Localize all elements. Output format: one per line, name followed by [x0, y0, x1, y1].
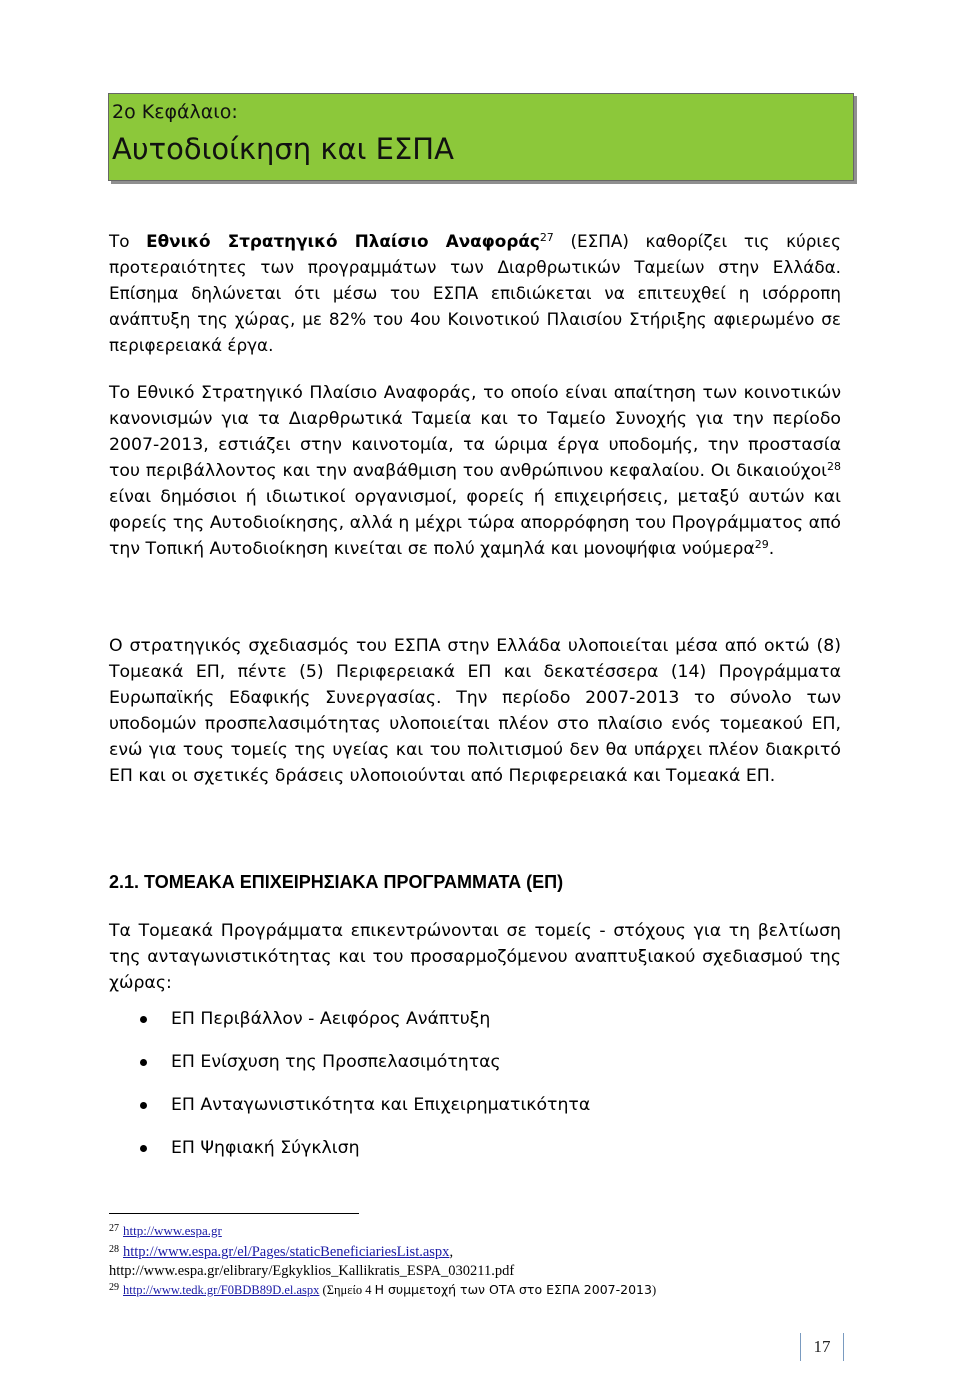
chapter-title: Αυτοδιοίκηση και ΕΣΠΑ [112, 132, 454, 166]
footnote-separator-text: , [449, 1244, 454, 1260]
programs-list [130, 1006, 590, 1178]
footnote-note: ) [651, 1283, 657, 1297]
bold-term: Εθνικό Στρατηγικό Πλαίσιο Αναφοράς [146, 231, 540, 251]
footnote-separator [109, 1213, 359, 1214]
list-item [130, 1006, 590, 1049]
paragraph-framework [109, 380, 841, 562]
paragraph-text: Το Εθνικό Στρατηγικό Πλαίσιο Αναφοράς, το οποίο είναι απαίτηση των κοινοτικών κανονισμών για τα Διαρθρωτικά Ταμεία και το Ταμείο Συνοχής για την περίοδο 2007-2013, εστιάζει στην καινοτομία, τα ώριμα έργα υποδομής, την προστασία του περιβάλλοντος και την αναβάθμιση του ανθρώπινου κεφαλαίου. Οι δικαιούχοι [109, 383, 841, 481]
list-item-label: ΕΠ Ψηφιακή Σύγκλιση [171, 1138, 360, 1158]
paragraph-espa-intro [109, 228, 841, 358]
paragraph-lead: Το [109, 231, 147, 251]
footnote-url-text: http://www.espa.gr/elibrary/Egkyklios_Kallikratis_ESPA_030211.pdf [109, 1263, 515, 1279]
bullet-icon [140, 1059, 147, 1066]
footnote-number: 27 [109, 1223, 119, 1234]
page-number: 17 [800, 1333, 844, 1361]
footnote-link[interactable]: http://www.espa.gr [123, 1223, 222, 1238]
footnote-number: 28 [109, 1244, 119, 1255]
list-item-label: ΕΠ Περιβάλλον - Αειφόρος Ανάπτυξη [171, 1009, 491, 1029]
section-heading: 2.1. ΤΟΜΕΑΚΑ ΕΠΙΧΕΙΡΗΣΙΑΚΑ ΠΡΟΓΡΑΜΜΑΤΑ (ΕΠ) [109, 872, 564, 892]
footnote-28-continued [109, 1262, 869, 1281]
footnote-28 [109, 1242, 869, 1262]
paragraph-text: είναι δημόσιοι ή ιδιωτικοί οργανισμοί, φορείς ή επιχειρήσεις, μεταξύ αυτών και φορείς της Αυτοδιοίκησης, αλλά η μέχρι τώρα απορρόφηση του Προγράμματος από την Τοπική Αυτοδιοίκηση κινείται σε πολύ χαμηλά και μονοψήφια νούμερα [109, 487, 841, 559]
footnote-link[interactable]: http://www.espa.gr/el/Pages/staticBeneficiariesList.aspx [123, 1244, 450, 1260]
section-intro: Τα Τομεακά Προγράμματα επικεντρώνονται σε τομείς - στόχους για τη βελτίωση της ανταγωνιστικότητας και του προσαρμοζόμενου αναπτυξιακού σχεδιασμού της χώρας: [109, 921, 841, 993]
bullet-icon [140, 1145, 147, 1152]
list-item-label: ΕΠ Ενίσχυση της Προσπελασιμότητας [171, 1052, 501, 1072]
bullet-icon [140, 1016, 147, 1023]
footnote-link[interactable]: http://www.tedk.gr/F0BDB89D.el.aspx [123, 1283, 320, 1297]
footnote-29 [109, 1281, 869, 1299]
footnotes [109, 1220, 869, 1299]
list-item-label: ΕΠ Ανταγωνιστικότητα και Επιχειρηματικότητα [171, 1095, 591, 1115]
footnote-note-title: Η συμμετοχή των ΟΤΑ στο ΕΣΠΑ 2007-2013 [374, 1282, 652, 1297]
list-item [130, 1092, 590, 1135]
chapter-number: 2ο Κεφάλαιο: [112, 101, 238, 123]
bullet-icon [140, 1102, 147, 1109]
paragraph-text: . [768, 539, 775, 559]
footnote-ref-29[interactable]: 29 [754, 538, 769, 551]
footnote-note: (Σημείο 4 [319, 1283, 375, 1297]
footnote-27 [109, 1220, 869, 1242]
footnote-number: 29 [109, 1282, 119, 1293]
footnote-ref-28[interactable]: 28 [827, 460, 841, 473]
paragraph-rest: (ΕΣΠΑ) καθορίζει τις κύριες προτεραιότητες των προγραμμάτων των Διαρθρωτικών Ταμείων στην Ελλάδα. Επίσημα δηλώνεται ότι μέσω του ΕΣΠΑ επιδιώκεται να επιτευχθεί η ισόρροπη ανάπτυξη της χώρας, με 82% του 4ου Κοινοτικού Πλαισίου Στήριξης αφιερωμένο σε περιφερειακά έργα. [109, 231, 841, 355]
list-item [130, 1049, 590, 1092]
paragraph-strategic-planning: Ο στρατηγικός σχεδιασμός του ΕΣΠΑ στην Ελλάδα υλοποιείται μέσα από οκτώ (8) Τομεακά ΕΠ, πέντε (5) Περιφερειακά ΕΠ και δεκατέσσερα (14) Προγράμματα Ευρωπαϊκής Εδαφικής Συνεργασίας. Την περίοδο 2007-2013 το σύνολο των υποδομών προσπελασιμότητας υλοποιείται πλέον στο πλαίσιο ενός τομεακού ΕΠ, ενώ για τους τομείς της υγείας και του πολιτισμού δεν θα υπάρχει πλέον διακριτό ΕΠ και οι σχετικές δράσεις υλοποιούνται από Περιφερειακά και Τομεακά ΕΠ. [109, 636, 841, 786]
chapter-header-box [108, 93, 854, 181]
list-item [130, 1135, 590, 1178]
footnote-ref-27[interactable]: 27 [539, 231, 554, 244]
